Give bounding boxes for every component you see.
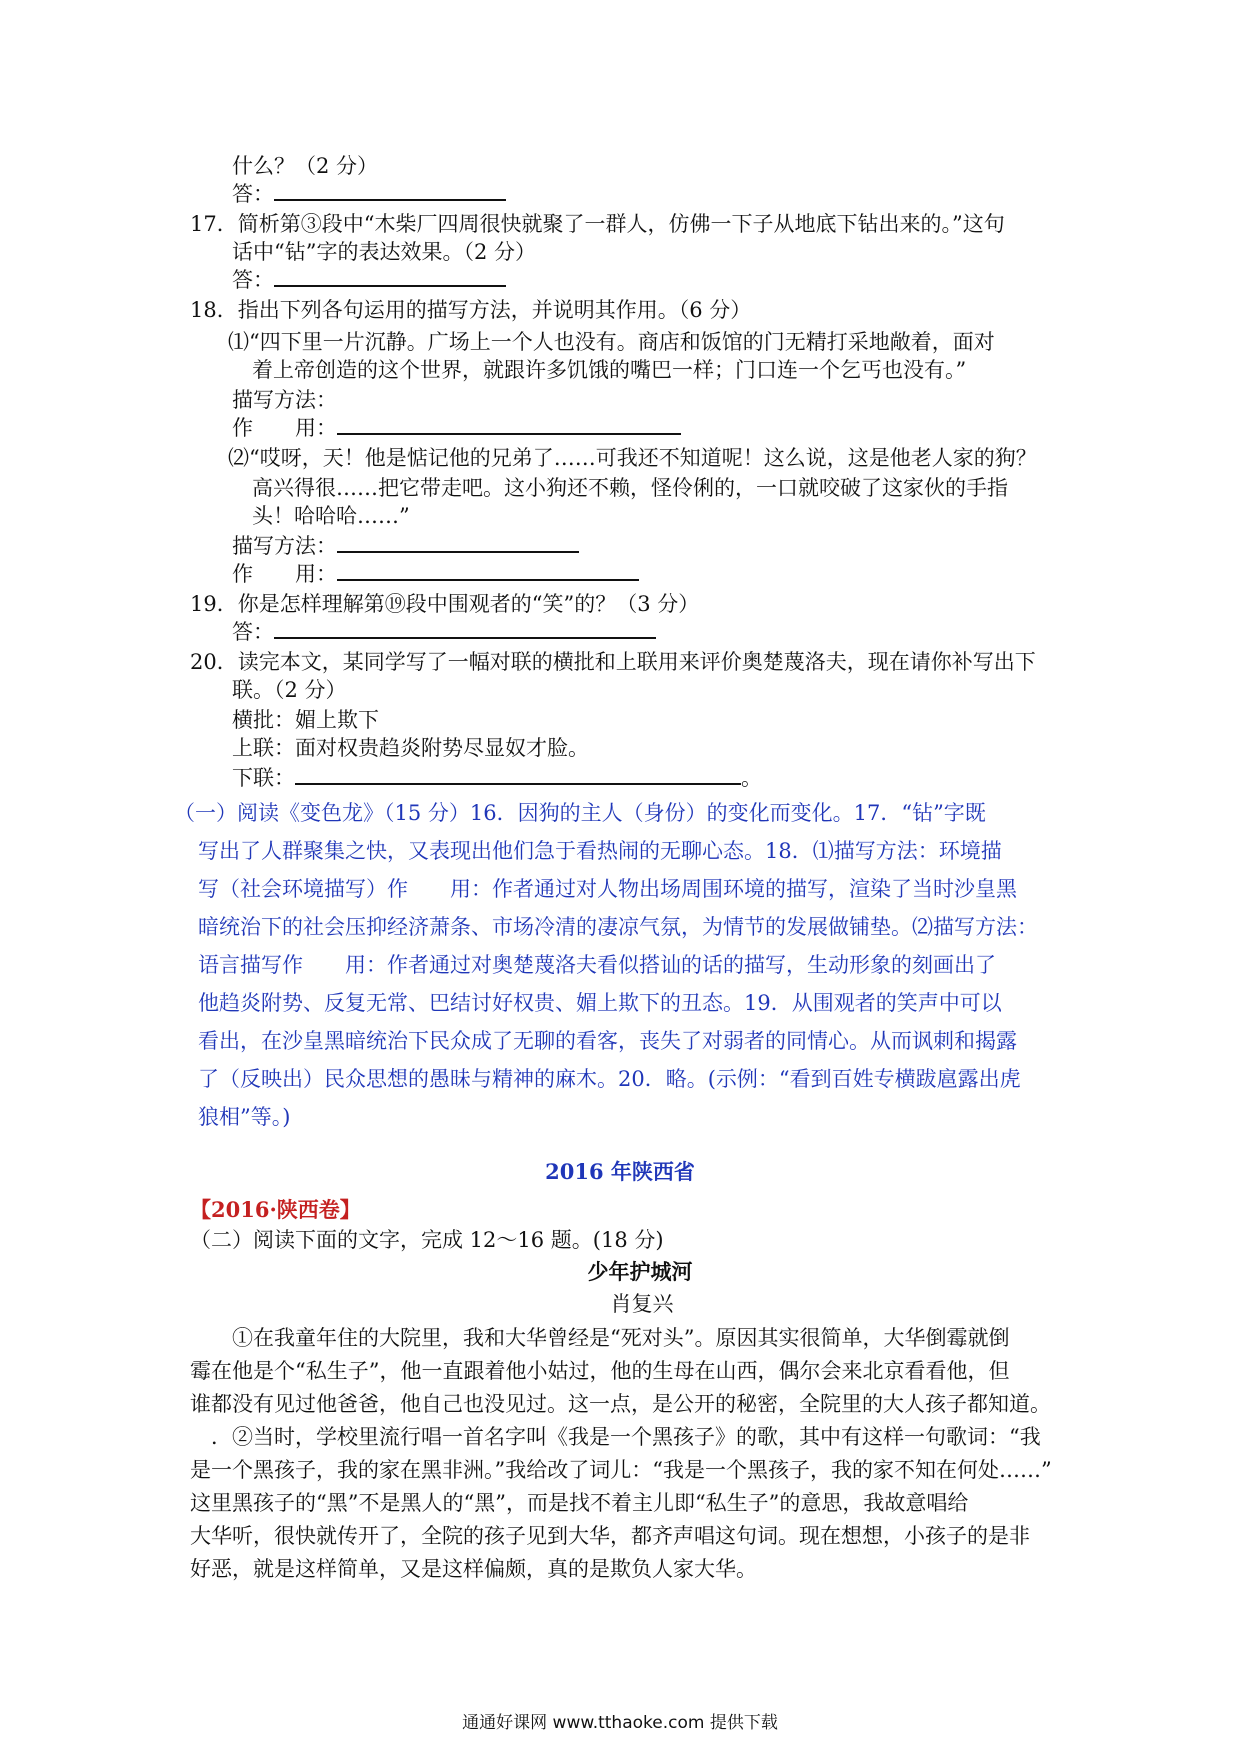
- answer-blank[interactable]: [337, 415, 681, 435]
- q16-line: 什么？（2 分）: [232, 154, 379, 178]
- article-line: 好恶，就是这样简单，又是这样偏颇，真的是欺负人家大华。: [190, 1557, 757, 1581]
- q18-s2-line1: ⑵“哎呀，天！他是惦记他的兄弟了……可我还不知道呢！这么说，这是他老人家的狗？: [228, 446, 1037, 470]
- answer-line: 写出了人群聚集之快，又表现出他们急于看热闹的无聊心态。18．⑴描写方法：环境描: [198, 839, 1002, 863]
- answer-line: 暗统治下的社会压抑经济萧条、市场冷清的凄凉气氛，为情节的发展做铺垫。⑵描写方法：: [198, 915, 1038, 939]
- section-intro: （二）阅读下面的文字，完成 12～16 题。(18 分): [190, 1228, 664, 1252]
- q18-s2-line2: 高兴得很……把它带走吧。这小狗还不赖，怪伶俐的，一口就咬破了这家伙的手指: [252, 476, 1008, 500]
- answer-blank[interactable]: [295, 765, 741, 785]
- q19-line1: 19．你是怎样理解第⑲段中围观者的“笑”的？（3 分）: [190, 592, 700, 616]
- page-footer: 通通好课网 www.tthaoke.com 提供下载: [462, 1713, 778, 1733]
- answer-line: 他趋炎附势、反复无常、巴结讨好权贵、媚上欺下的丑态。19．从围观者的笑声中可以: [198, 991, 1002, 1015]
- q17-line2: 话中“钻”字的表达效果。（2 分）: [232, 240, 537, 264]
- answer-key: [174, 794, 1068, 1136]
- article-line: 谁都没有见过他爸爸，他自己也没见过。这一点，是公开的秘密，全院里的大人孩子都知道。: [190, 1392, 1051, 1416]
- article-paragraph-1: [190, 1322, 1070, 1421]
- q18-s1-line1: ⑴“四下里一片沉静。广场上一个人也没有。商店和饭馆的门无精打采地敞着，面对: [228, 330, 995, 354]
- q19-answer: 答：: [232, 618, 656, 646]
- answer-blank[interactable]: [337, 533, 579, 553]
- q20-line1: 20．读完本文，某同学写了一幅对联的横批和上联用来评价奥楚蔑洛夫，现在请你补写出下: [190, 650, 1036, 674]
- section-title: 2016 年陕西省: [545, 1159, 695, 1184]
- answer-blank[interactable]: [274, 619, 656, 639]
- answer-line: 看出，在沙皇黑暗统治下民众成了无聊的看客，丧失了对弱者的同情心。从而讽刺和揭露: [198, 1029, 1017, 1053]
- q18-s2-line3: 头！哈哈哈……”: [252, 504, 410, 528]
- answer-blank[interactable]: [274, 181, 506, 201]
- q20-line2: 联。（2 分）: [232, 678, 347, 702]
- article-line: 是一个黑孩子，我的家在黑非洲。”我给改了词儿：“我是一个黑孩子，我的家不知在何处……”: [190, 1458, 1052, 1482]
- answer-blank[interactable]: [274, 267, 506, 287]
- section-tag: 【2016·陕西卷】: [190, 1197, 361, 1222]
- answer-line: 了（反映出）民众思想的愚昧与精神的麻木。20．略。(示例：“看到百姓专横跋扈露出虎: [198, 1067, 1021, 1091]
- q20-xialian: 下联： 。: [232, 766, 762, 790]
- article-line: 这里黑孩子的“黑”不是黑人的“黑”，而是找不着主儿即“私生子”的意思，我故意唱给: [190, 1491, 969, 1515]
- q18-effect-2: 作 用：: [232, 560, 639, 588]
- article-line: ①在我童年住的大院里，我和大华曾经是“死对头”。原因其实很简单，大华倒霉就倒: [190, 1326, 1010, 1350]
- article-author: 肖复兴: [610, 1292, 674, 1316]
- q17-answer: 答：: [232, 266, 506, 294]
- article-line: 大华听，很快就传开了，全院的孩子见到大华，都齐声唱这句词。现在想想，小孩子的是非: [190, 1524, 1030, 1548]
- answer-blank[interactable]: [337, 561, 639, 581]
- q18-method-2: 描写方法：: [232, 532, 579, 560]
- q18-title: 18．指出下列各句运用的描写方法，并说明其作用。（6 分）: [190, 298, 752, 322]
- answer-line: 写（社会环境描写）作 用：作者通过对人物出场周围环境的描写，渲染了当时沙皇黑: [198, 877, 1017, 901]
- q18-method-1: 描写方法：: [232, 388, 337, 412]
- q17-line1: 17．简析第③段中“木柴厂四周很快就聚了一群人，仿佛一下子从地底下钻出来的。”这句: [190, 212, 1005, 236]
- q16-answer: 答：: [232, 180, 506, 208]
- q18-effect-1: 作 用：: [232, 414, 681, 442]
- article-line: ．②当时，学校里流行唱一首名字叫《我是一个黑孩子》的歌，其中有这样一句歌词：“我: [190, 1425, 1041, 1449]
- q20-hengpi: 横批：媚上欺下: [232, 708, 379, 732]
- answer-line: 语言描写作 用：作者通过对奥楚蔑洛夫看似搭讪的话的描写，生动形象的刻画出了: [198, 953, 996, 977]
- article-title: 少年护城河: [587, 1259, 693, 1284]
- answer-line: 狼相”等。): [198, 1105, 291, 1129]
- article-line: 霉在他是个“私生子”，他一直跟着他小姑过，他的生母在山西，偶尔会来北京看看他，但: [190, 1359, 1010, 1383]
- q20-shanglian: 上联：面对权贵趋炎附势尽显奴才脸。: [232, 736, 589, 760]
- q18-s1-line2: 着上帝创造的这个世界，就跟许多饥饿的嘴巴一样；门口连一个乞丐也没有。”: [252, 358, 967, 382]
- answer-line: （一）阅读《变色龙》（15 分）16．因狗的主人（身份）的变化而变化。17．“钻”字既: [174, 801, 986, 825]
- article-paragraph-2: [190, 1421, 1070, 1586]
